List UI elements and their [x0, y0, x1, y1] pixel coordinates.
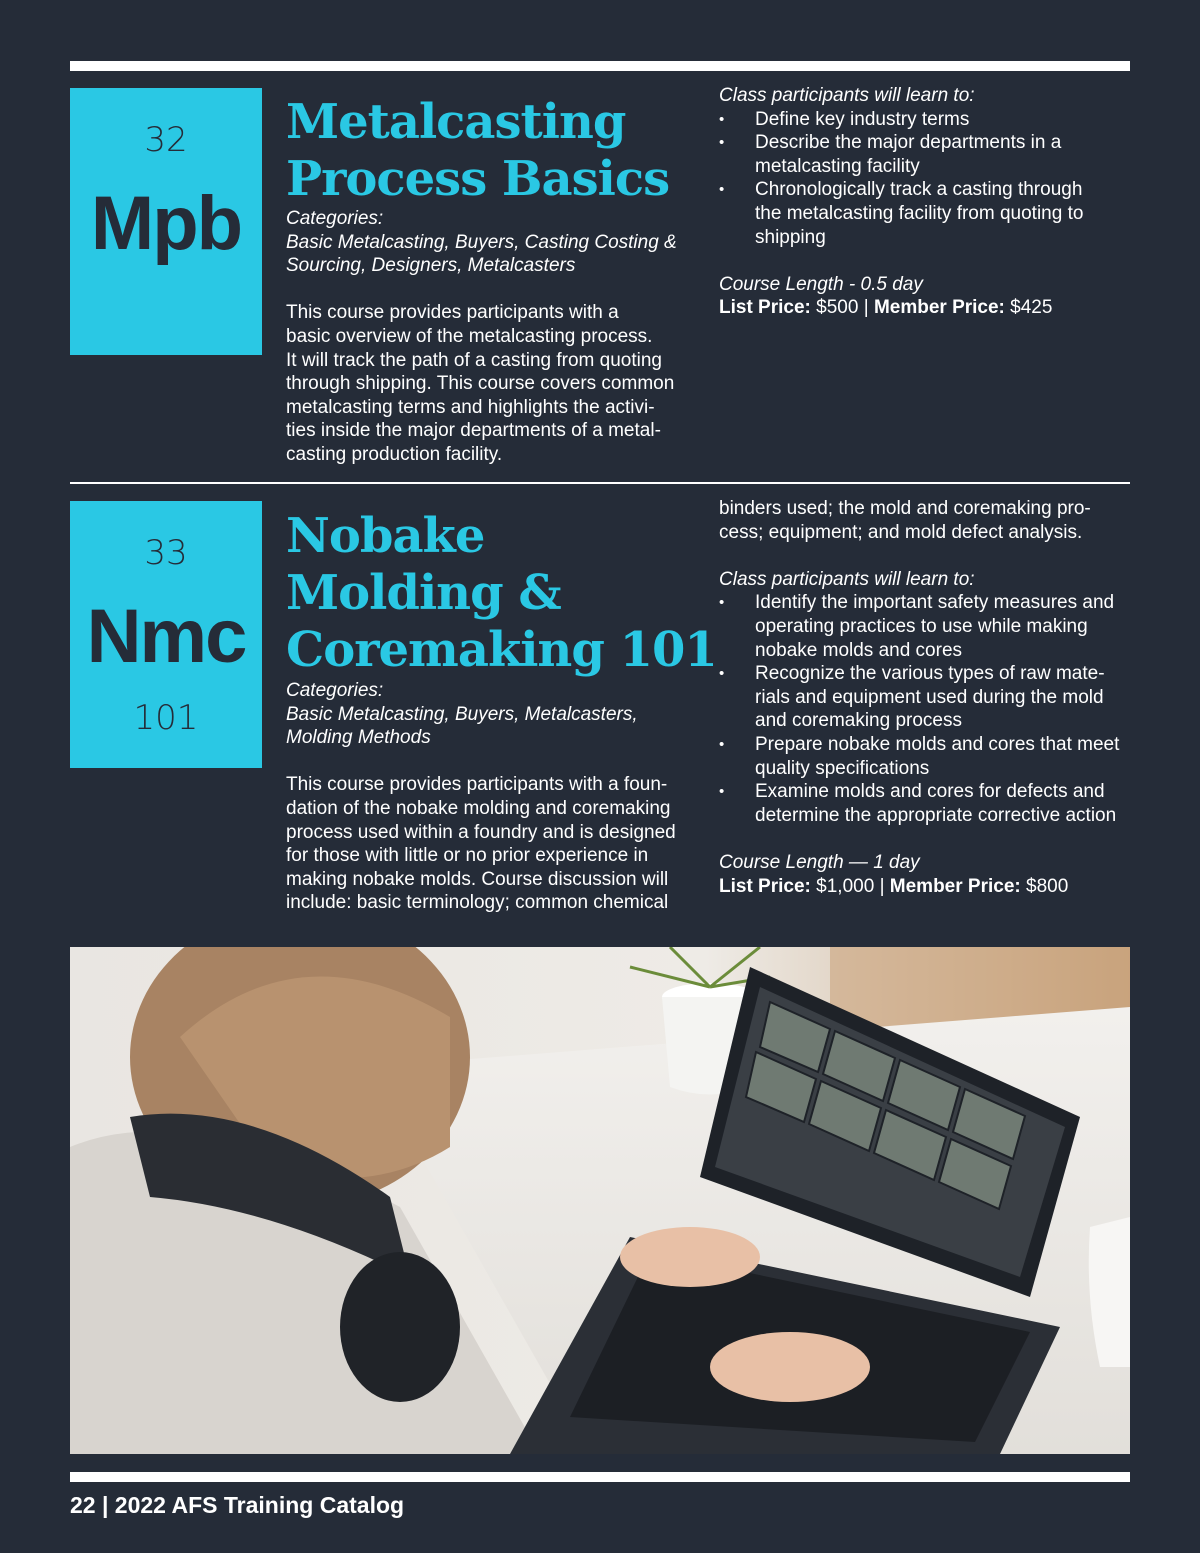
list-item-line: the metalcasting facility from quoting to: [755, 202, 1084, 224]
categories-label: Categories:: [286, 680, 384, 701]
price-line: [719, 296, 1139, 320]
member-price-label: Member Price:: [873, 297, 1005, 319]
course-title-line: Process Basics: [286, 151, 670, 207]
tile-number: 32: [144, 120, 188, 160]
list-price-label: List Price:: [719, 297, 811, 319]
list-item: [719, 131, 1139, 178]
page-footer: 22 | 2022 AFS Training Catalog: [70, 1492, 405, 1518]
list-item-line: rials and equipment used during the mold: [755, 686, 1104, 708]
categories-line: Sourcing, Designers, Metalcasters: [286, 255, 576, 277]
list-item-line: • Examine molds and cores for defects and: [755, 781, 1105, 803]
list-item-line: metalcasting facility: [755, 155, 920, 177]
course-title-line: Metalcasting: [286, 94, 626, 150]
top-rule: [70, 61, 1130, 71]
price-separator: |: [863, 297, 869, 319]
learn-label: Class participants will learn to:: [719, 568, 975, 590]
description-line: for those with little or no prior experience in: [286, 845, 649, 867]
tile-subnumber: 101: [133, 698, 199, 738]
tile-symbol: Mpb: [90, 181, 242, 266]
learn-label: Class participants will learn to:: [719, 85, 975, 106]
description-line: through shipping. This course covers common: [286, 373, 675, 395]
photo-online-class: [70, 947, 1130, 1454]
member-price: $800: [1026, 875, 1069, 897]
description-line: ties inside the major departments of a metal-: [286, 420, 661, 442]
course-title-line: Coremaking 101: [286, 622, 717, 678]
categories-line: Molding Methods: [286, 727, 431, 749]
list-price: $1,000: [816, 875, 875, 897]
course-left-column: [286, 207, 706, 467]
list-item-line: shipping: [755, 226, 826, 248]
list-item-line: quality specifications: [755, 757, 930, 779]
course-tile-mpb: [70, 88, 262, 355]
list-item: [719, 108, 1139, 132]
member-price: $425: [1010, 297, 1053, 319]
tile-symbol: Nmc: [86, 594, 246, 679]
section-divider: [70, 482, 1130, 484]
list-item-line: operating practices to use while making: [755, 615, 1088, 637]
course-right-column: [719, 84, 1139, 320]
course-length: Course Length - 0.5 day: [719, 273, 923, 295]
learn-list: [719, 591, 1139, 827]
list-item-line: • Define key industry terms: [755, 108, 970, 130]
course-length: Course Length — 1 day: [719, 851, 920, 873]
description-line: This course provides participants with a: [286, 302, 619, 324]
list-item-line: • Recognize the various types of raw mate-: [755, 663, 1105, 685]
list-item: [719, 591, 1139, 662]
list-item: [719, 662, 1139, 733]
list-item-line: • Identify the important safety measures and: [755, 592, 1115, 614]
course-left-column: [286, 679, 706, 915]
description-line: include: basic terminology; common chemical: [286, 892, 669, 914]
list-item-line: nobake molds and cores: [755, 639, 963, 661]
description-line: making nobake molds. Course discussion will: [286, 868, 669, 890]
price-line: [719, 875, 1139, 899]
course-title-line: Nobake: [286, 508, 485, 564]
description-line: basic overview of the metalcasting process.: [286, 325, 653, 347]
course-title: [286, 94, 669, 208]
categories-line: Basic Metalcasting, Buyers, Casting Costing &: [286, 231, 677, 253]
list-item-line: determine the appropriate corrective action: [755, 804, 1117, 826]
categories-line: Basic Metalcasting, Buyers, Metalcasters,: [286, 703, 638, 725]
learn-list: [719, 108, 1139, 250]
course-title: [286, 508, 717, 679]
course-right-column: [719, 497, 1139, 898]
description-line: process used within a foundry and is designed: [286, 821, 676, 843]
member-price-label: Member Price:: [889, 875, 1021, 897]
list-price-label: List Price:: [719, 875, 811, 897]
description-line: It will track the path of a casting from quoting: [286, 349, 662, 371]
list-item: [719, 178, 1139, 249]
description-line: This course provides participants with a foun-: [286, 774, 668, 796]
description-line: binders used; the mold and coremaking pro-: [719, 498, 1091, 519]
description-line: cess; equipment; and mold defect analysis.: [719, 521, 1083, 543]
description-line: metalcasting terms and highlights the activi-: [286, 396, 655, 418]
list-price: $500: [816, 297, 859, 319]
list-item-line: • Prepare nobake molds and cores that meet: [755, 733, 1120, 755]
course-title-line: Molding &: [286, 565, 561, 621]
description-line: dation of the nobake molding and coremaking: [286, 797, 671, 819]
categories-label: Categories:: [286, 208, 384, 229]
list-item-line: and coremaking process: [755, 710, 962, 732]
list-item: [719, 733, 1139, 780]
course-tile-nmc: [70, 501, 262, 768]
description-line: casting production facility.: [286, 443, 503, 465]
tile-number: 33: [144, 533, 188, 573]
list-item-line: • Chronologically track a casting through: [755, 179, 1083, 201]
list-item: [719, 780, 1139, 827]
list-item-line: • Describe the major departments in a: [755, 132, 1062, 154]
price-separator: |: [879, 875, 885, 897]
bottom-rule: [70, 1472, 1130, 1482]
photo-illustration: [70, 947, 1130, 1454]
